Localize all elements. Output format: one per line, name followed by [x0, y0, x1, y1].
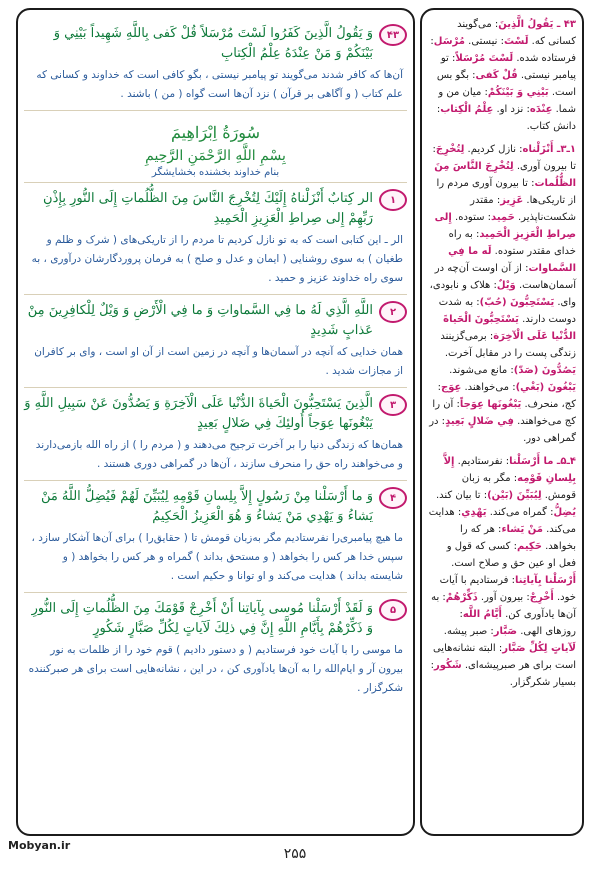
- glossary-term: صَبَّار: [493, 626, 518, 637]
- surah-title: سُورَةُ اِبْرَاهِيمَ: [171, 123, 260, 142]
- glossary-term: قُلْ كَفى: [475, 70, 518, 81]
- glossary-list: [428, 16, 576, 828]
- verse-arabic-text: وَ لَقَدْ أَرْسَلْنا مُوسى بِآياتِنا أَنْ أَخْرِجْ قَوْمَكَ مِنَ الظُّلُماتِ إِلَى النُّورِ وَ ذَكِّرْهُمْ بِأَيَّامِ اللَّهِ إِنَّ فِي ذلِكَ لَآياتٍ لِكُلِّ صَبَّارٍ شَكُورٍ: [31, 601, 373, 636]
- divider: [24, 592, 407, 593]
- glossary-term: مُرْسَل: [433, 36, 465, 47]
- glossary-term: شَكُور: [434, 660, 462, 671]
- glossary-meaning: : هدایت می‌کند.: [428, 507, 576, 535]
- verse-2: [24, 301, 407, 341]
- glossary-term: يُضِلُّ: [553, 507, 576, 518]
- glossary-meaning: : آن را کج می‌خواهند.: [432, 399, 576, 427]
- main-content: [24, 18, 407, 828]
- verse-5: [24, 599, 407, 639]
- glossary-entry: [428, 141, 576, 447]
- glossary-term: إِلاَّ بِلِسانِ قَوْمِه: [443, 456, 576, 484]
- glossary-meaning: : می‌گویند کسانی که.: [457, 19, 576, 47]
- glossary-term: أَخْرِجْ: [529, 592, 554, 603]
- glossary-meaning: : تو پیامبر نیستی.: [440, 53, 576, 81]
- verse-translation: همان خدایی که آنچه در آسمان‌ها و آنچه در زمین است از آن او است ، وای بر کافران از مجازات شدید .: [34, 346, 403, 377]
- glossary-entry: [428, 16, 576, 135]
- glossary-meaning: : هلاک و نابودی، وای.: [429, 280, 576, 308]
- page-number: ۲۵۵: [283, 846, 307, 862]
- glossary-meaning: : گمراه می‌کند.: [486, 507, 554, 518]
- verse-translation: ما موسی را با آیات خود فرستادیم ( و دستور دادیم ) قوم خود را از ظلمات به نور بیرون آر و ایام‌الله را به آن‌ها یادآوری کن ، در این ، نشانه‌هایی است برای هر صبرکننده شکرگزار .: [28, 644, 403, 694]
- glossary-meaning: : نفرستادیم.: [454, 456, 510, 467]
- main-content-panel: [16, 8, 415, 836]
- glossary-meaning: : به آن‌ها یادآوری کن.: [431, 592, 576, 620]
- glossary-meaning: : مگر به زبان قومش.: [461, 473, 576, 501]
- verse-number-badge: ۴: [379, 487, 407, 509]
- glossary-term: حَمِيد: [491, 212, 515, 223]
- glossary-meaning: : تا بیرون آوری مردم را از تاریکی‌ها.: [436, 178, 576, 206]
- verse-translation: همان‌ها که زندگی دنیا را بر آخرت ترجیح می‌دهند و ( مردم را ) از راه الله بازمی‌دارند و می‌خواهند راه حق را منحرف سازند ، آن‌ها در گمراهی دوری هستند .: [35, 439, 403, 470]
- glossary-term: يَصُدُّونَ (صَدّ): [513, 365, 576, 376]
- glossary-term: عَزِيز: [500, 195, 524, 206]
- glossary-meaning: : بسیار شکرگزار.: [430, 660, 576, 688]
- verse-number-badge: ۱: [379, 189, 407, 211]
- glossary-meaning: : در گمراهی دور.: [429, 416, 576, 444]
- glossary-term: عِلْمُ الْكِتاب: [440, 104, 494, 115]
- glossary-term: لِيُبَيِّنَ (بَيْن): [487, 490, 542, 501]
- glossary-meaning: : به شدت دوست دارند.: [438, 297, 576, 325]
- divider: [24, 387, 407, 388]
- glossary-term: يَسْتَحِبُّونَ (حُبّ): [479, 297, 555, 308]
- glossary-verse-ref: ۴۳ ـ: [553, 19, 576, 30]
- glossary-term: ما أَرْسَلْنا: [509, 456, 554, 467]
- glossary-term: مَنْ يَشاء: [501, 524, 543, 535]
- verse-1: [24, 189, 407, 229]
- glossary-panel: [420, 8, 584, 836]
- verse-number-badge: ۵: [379, 599, 407, 621]
- glossary-term: يَبْغُونَ (بَغْي): [515, 382, 576, 393]
- glossary-meaning: : نیستی.: [464, 36, 504, 47]
- divider: [24, 480, 407, 481]
- glossary-meaning: : فرستاده شده.: [430, 36, 576, 64]
- glossary-term: عِنْدَه: [529, 104, 553, 115]
- divider: [24, 294, 407, 295]
- bismillah-translation: بنام خداوند بخشنده بخشایشگر: [151, 167, 280, 178]
- glossary-meaning: : کج، منحرف.: [437, 382, 576, 410]
- glossary-meaning: : روزهای الهی.: [459, 609, 576, 637]
- glossary-meaning: : دانش کتاب.: [436, 104, 576, 132]
- glossary-term: يَقُولُ الَّذِينَ: [498, 19, 554, 30]
- glossary-meaning: : مانع می‌شوند.: [449, 365, 514, 376]
- glossary-term: لَآياتٍ لِكُلِّ صَبَّار: [502, 643, 576, 654]
- glossary-term: لَسْتَ: [503, 36, 529, 47]
- glossary-meaning: : برمی‌گزینند زندگی پست را در مقابل آخرت.: [440, 331, 576, 359]
- verse-arabic-text: وَ ما أَرْسَلْنا مِنْ رَسُولٍ إِلاَّ بِلِسانِ قَوْمِهِ لِيُبَيِّنَ لَهُمْ فَيُضِلُّ اللَّهُ مَنْ يَشاءُ وَ يَهْدِي مَنْ يَشاءُ وَ هُوَ الْعَزِيزُ الْحَكِيمُ: [40, 489, 373, 524]
- glossary-meaning: : تا بیرون آوری.: [432, 144, 576, 172]
- glossary-meaning: : هر که را بخواهد.: [460, 524, 576, 552]
- glossary-term: أَيَّامُ اللَّه: [462, 609, 502, 620]
- glossary-meaning: : نزد او.: [493, 104, 530, 115]
- glossary-verse-ref: ۱ـ۳ـ: [553, 144, 576, 155]
- glossary-term: وَيْلٌ: [496, 280, 516, 291]
- verse-number-badge: ۳: [379, 394, 407, 416]
- glossary-meaning: : کسی که قول و فعل او عین حق و صلاح است.: [446, 541, 576, 569]
- glossary-term: يَسْتَحِبُّونَ الْحَياةَ الدُّنْيا عَلَى الْآخِرَة: [443, 314, 576, 342]
- verse-4: [24, 487, 407, 527]
- verse-translation: الر ـ این کتابی است که به تو نازل کردیم تا مردم را از تاریکی‌های ( شرک و ظلم و طغیان ) به سوی روشنایی ( ایمان و عدل و صلح ) به فرمان پروردگارشان درآوری ، به سوی راه خداوند عزیز و حمید .: [31, 234, 403, 284]
- divider: [24, 182, 407, 183]
- glossary-term: لَسْتَ مُرْسَلاً: [455, 53, 514, 64]
- glossary-term: أَنْزَلْناه: [522, 144, 554, 155]
- verse-arabic-text: وَ يَقُولُ الَّذِينَ كَفَرُوا لَسْتَ مُرْسَلاً قُلْ كَفى بِاللَّهِ شَهِيداً بَيْنِي وَ بَيْنَكُمْ وَ مَنْ عِنْدَهُ عِلْمُ الْكِتابِ: [53, 26, 373, 61]
- verse-number-badge: ۲: [379, 301, 407, 323]
- glossary-meaning: : به راه خدای مقتدر ستوده.: [448, 229, 576, 257]
- glossary-meaning: : از آن اوست آن‌چه در آسمان‌هاست.: [434, 263, 576, 291]
- glossary-term: يَبْغُونَها عِوَجاً: [459, 399, 522, 410]
- site-watermark: Mobyan.ir: [8, 839, 71, 852]
- glossary-meaning: : بیرون آور.: [477, 592, 530, 603]
- divider: [24, 110, 407, 111]
- verse-number-badge: ۴۳: [379, 24, 407, 46]
- glossary-meaning: : تا بیان کند.: [435, 490, 488, 501]
- glossary-meaning: : نازل کردیم.: [464, 144, 523, 155]
- glossary-term: أَرْسَلْنا بِآياتِنا: [514, 575, 576, 586]
- glossary-term: عِوَج: [440, 382, 462, 393]
- glossary-meaning: : میان من و شما.: [438, 87, 576, 115]
- glossary-term: لِتُخْرِجَ النَّاسَ مِنَ الظُّلُمات: [434, 161, 576, 189]
- glossary-term: ذَكِّرْهُمْ: [445, 592, 478, 603]
- verse-arabic-text: الَّذِينَ يَسْتَحِبُّونَ الْحَياةَ الدُّنْيا عَلَى الْآخِرَةِ وَ يَصُدُّونَ عَنْ سَبِيلِ اللَّهِ وَ يَبْغُونَها عِوَجاً أُولئِكَ فِي ضَلالٍ بَعِيدٍ: [24, 396, 373, 431]
- verse-arabic-text: الر كِتابٌ أَنْزَلْناهُ إِلَيْكَ لِتُخْرِجَ النَّاسَ مِنَ الظُّلُماتِ إِلَى النُّورِ بِإِذْنِ رَبِّهِمْ إِلى صِراطِ الْعَزِيزِ الْحَمِيدِ: [43, 191, 373, 226]
- glossary-meaning: : می‌خواهند.: [461, 382, 516, 393]
- glossary-term: يَهْدِي: [461, 507, 487, 518]
- glossary-meaning: : مقتدر شکست‌ناپذیر.: [470, 195, 576, 223]
- glossary-term: لِتُخْرِجَ: [435, 144, 465, 155]
- glossary-meaning: : فرستادیم با آیات خود.: [439, 575, 576, 603]
- verse-3: [24, 394, 407, 434]
- bismillah: بِسْمِ اللَّهِ الرَّحْمَنِ الرَّحِيمِ: [145, 148, 286, 164]
- glossary-term: لَه ما فِي السَّماوات: [448, 246, 576, 274]
- glossary-meaning: : ستوده.: [451, 212, 492, 223]
- glossary-meaning: : بگو بس است.: [436, 70, 576, 98]
- glossary-term: إِلى صِراطِ الْعَزِيزِ الْحَمِيد: [434, 212, 576, 240]
- glossary-term: فِي ضَلالٍ بَعِيدٍ: [445, 416, 514, 427]
- glossary-verse-ref: ۴ـ۵ـ: [553, 456, 576, 467]
- verse-translation: آن‌ها که کافر شدند می‌گویند تو پیامبر نیستی ، بگو کافی است که خداوند و کسانی که علم کتاب ( و آگاهی بر قرآن ) نزد آن‌ها است گواه ( من ) باشند .: [36, 69, 403, 100]
- glossary-entry: [428, 453, 576, 691]
- glossary-meaning: : صبر پیشه.: [443, 626, 494, 637]
- glossary-term: بَيْنِي وَ بَيْنَكُمْ: [487, 87, 549, 98]
- verse-43: [24, 24, 407, 64]
- verse-translation: ما هیچ پیامبری‌را نفرستادیم مگر به‌زبان قومش تا ( حقایق‌را ) برای آن‌ها آشکار سازد ، سپس خدا هر کس را بخواهد ( و مستحق بداند ) گمراه و هر کس را بخواهد ( و شایسته بداند ) هدایت می‌کند و او توانا و حکیم است .: [31, 532, 403, 582]
- verse-arabic-text: اللَّهِ الَّذِي لَهُ ما فِي السَّماواتِ وَ ما فِي الْأَرْضِ وَ وَيْلٌ لِلْكافِرِينَ مِنْ عَذابٍ شَدِيدٍ: [27, 303, 373, 338]
- glossary-meaning: : البته نشانه‌هایی است برای هر صبرپیشه‌ای.: [432, 643, 576, 671]
- glossary-term: حَكِيم: [516, 541, 542, 552]
